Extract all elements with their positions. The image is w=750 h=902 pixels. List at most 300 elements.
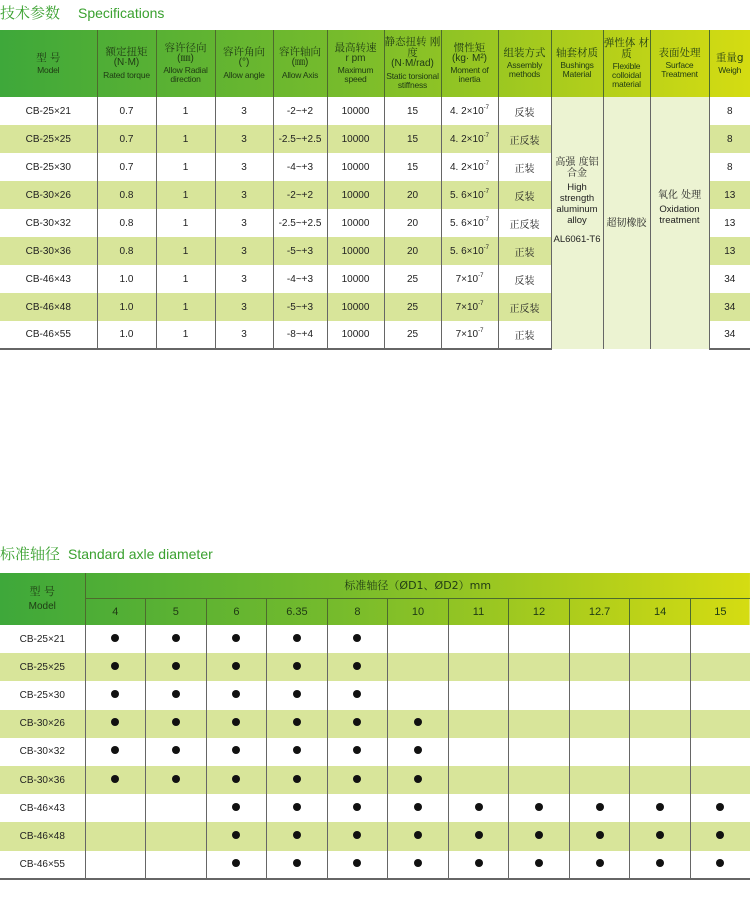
inertia-base: 5. 6×10 (450, 217, 484, 229)
availability-dot-icon (293, 859, 301, 867)
axle-availability-cell (85, 681, 146, 709)
axle-diameter-header-row (0, 598, 750, 625)
spec-cell-weight: 8 (709, 125, 750, 153)
axle-availability-cell (327, 681, 388, 709)
axle-model-cell: CB-25×21 (19, 633, 65, 645)
axle-availability-cell (388, 822, 449, 850)
spec-header-cell (273, 30, 327, 97)
spec-cell-radial: 1 (156, 181, 215, 209)
axle-availability-cell (85, 710, 146, 738)
spec-cell-model: CB-25×30 (25, 161, 71, 173)
availability-dot-icon (475, 859, 483, 867)
specifications-table (0, 30, 750, 350)
spec-cell-torque: 0.8 (97, 209, 156, 237)
spec-cell-speed: 10000 (327, 181, 384, 209)
availability-dot-icon (414, 831, 422, 839)
spec-cell-inertia (441, 321, 498, 349)
availability-dot-icon (414, 859, 422, 867)
spec-cell-axis: -2~+2 (273, 97, 327, 125)
axle-availability-cell (206, 681, 267, 709)
spec-cell-radial: 1 (156, 209, 215, 237)
axle-model-cell: CB-30×26 (0, 710, 85, 738)
axle-availability-cell (690, 738, 750, 766)
inertia-exponent: -7 (483, 216, 489, 223)
spec-cell-inertia (441, 97, 498, 125)
axle-availability-cell (569, 625, 630, 653)
availability-dot-icon (111, 746, 119, 754)
spec-cell-axis: -2~+2 (273, 181, 327, 209)
spec-cell-speed: 10000 (327, 293, 384, 321)
axle-diameter-table (0, 573, 750, 880)
spec-cell-weight: 13 (709, 237, 750, 265)
availability-dot-icon (232, 746, 240, 754)
availability-dot-icon (353, 746, 361, 754)
axle-availability-cell (267, 851, 328, 879)
spec-cell-angle: 3 (215, 153, 273, 181)
axle-availability-cell (85, 851, 146, 879)
spec-header-unit: (kg· M²) (452, 52, 487, 64)
axle-diameter-header: 10 (388, 598, 449, 625)
spec-header-cn: 弹性体 材质 (603, 37, 650, 61)
spec-cell-assembly (498, 97, 551, 125)
spec-cell-speed: 10000 (327, 97, 384, 125)
inertia-exponent: -7 (478, 300, 484, 307)
spec-cell-radial: 1 (156, 97, 215, 125)
axle-availability-cell (509, 681, 570, 709)
spec-cell-stiffness: 25 (384, 265, 441, 293)
availability-dot-icon (353, 859, 361, 867)
spec-cell-stiffness: 15 (384, 97, 441, 125)
axle-availability-cell (690, 794, 750, 822)
axle-row (0, 794, 750, 822)
spec-header-cell (327, 30, 384, 97)
availability-dot-icon (475, 803, 483, 811)
spec-cell-inertia (441, 153, 498, 181)
availability-dot-icon (293, 662, 301, 670)
spec-header-unit: (㎜) (177, 52, 194, 64)
spec-cell-axis: -5~+3 (273, 293, 327, 321)
axle-diameter-header: 15 (690, 598, 750, 625)
axle-availability-cell (509, 653, 570, 681)
axle-availability-cell (388, 738, 449, 766)
axle-model-cell: CB-46×48 (0, 822, 85, 850)
spec-cell-model: CB-25×25 (0, 125, 97, 153)
spec-cell-speed: 10000 (327, 209, 384, 237)
axle-availability-cell (448, 766, 509, 794)
spec-cell-model: CB-25×21 (25, 105, 71, 117)
inertia-base: 4. 2×10 (450, 133, 484, 145)
spec-header-cell (551, 30, 603, 97)
availability-dot-icon (353, 662, 361, 670)
spec-header-cn: 轴套材质 (556, 47, 598, 60)
spec-cell-speed: 10000 (327, 237, 384, 265)
spec-cell-torque: 1.0 (97, 293, 156, 321)
availability-dot-icon (414, 718, 422, 726)
axle-row (0, 738, 750, 766)
axle-diameter-header: 12.7 (569, 598, 630, 625)
inertia-base: 5. 6×10 (450, 189, 484, 201)
axle-availability-cell (509, 625, 570, 653)
axle-availability-cell (267, 738, 328, 766)
axle-availability-cell (146, 794, 207, 822)
axle-availability-cell (630, 738, 691, 766)
surface-treatment-cell (650, 97, 709, 349)
spec-header-cn: 最高转速 (334, 41, 377, 54)
spec-header-en: Allow angle (223, 69, 265, 80)
availability-dot-icon (535, 831, 543, 839)
spec-header-en: Allow Radial direction (163, 65, 208, 85)
spec-header-cn: 容许轴向 (279, 46, 321, 59)
spec-header-en: Bushings Material (560, 60, 594, 79)
specifications-title-en: Specifications (78, 5, 165, 21)
availability-dot-icon (172, 746, 180, 754)
spec-cell-angle: 3 (215, 181, 273, 209)
availability-dot-icon (414, 746, 422, 754)
axle-availability-cell (85, 794, 146, 822)
axle-availability-cell (206, 851, 267, 879)
spec-cell-radial: 1 (156, 153, 215, 181)
spec-header-cn: 重量g (715, 51, 744, 64)
axle-title (0, 543, 213, 564)
axle-availability-cell (388, 625, 449, 653)
assembly-text: 正装 (514, 163, 535, 175)
axle-availability-cell (569, 738, 630, 766)
availability-dot-icon (353, 718, 361, 726)
availability-dot-icon (656, 859, 664, 867)
axle-availability-cell (448, 681, 509, 709)
availability-dot-icon (111, 634, 119, 642)
spec-cell-weight: 34 (709, 265, 750, 293)
axle-availability-cell (327, 738, 388, 766)
axle-availability-cell (327, 766, 388, 794)
axle-availability-cell (85, 625, 146, 653)
axle-header-row-top (0, 573, 750, 598)
axle-availability-cell (267, 710, 328, 738)
spec-cell-model: CB-46×43 (25, 273, 71, 285)
axle-availability-cell (327, 851, 388, 879)
bushing-material-en: High strength aluminum alloy (556, 182, 598, 226)
spec-cell-stiffness: 20 (384, 237, 441, 265)
bushing-material-code: AL6061-T6 (553, 233, 601, 245)
axle-availability-cell (327, 710, 388, 738)
inertia-exponent: -7 (483, 132, 489, 139)
axle-availability-cell (569, 851, 630, 879)
spec-header-cell (215, 30, 273, 97)
spec-cell-radial: 1 (156, 237, 215, 265)
axle-availability-cell (85, 738, 146, 766)
spec-header-en: Surface Treatment (661, 60, 698, 79)
assembly-text: 反装 (514, 191, 535, 203)
spec-cell-radial: 1 (156, 293, 215, 321)
axle-availability-cell (146, 653, 207, 681)
axle-availability-cell (388, 710, 449, 738)
axle-availability-cell (630, 710, 691, 738)
axle-availability-cell (690, 681, 750, 709)
spec-header-cell (709, 30, 750, 97)
availability-dot-icon (596, 859, 604, 867)
availability-dot-icon (293, 803, 301, 811)
axle-availability-cell (690, 653, 750, 681)
spec-cell-weight: 34 (709, 321, 750, 349)
availability-dot-icon (535, 859, 543, 867)
availability-dot-icon (414, 803, 422, 811)
axle-availability-cell (509, 766, 570, 794)
axle-availability-cell (690, 851, 750, 879)
spec-header-en: Maximum speed (337, 65, 374, 85)
axle-availability-cell (206, 653, 267, 681)
inertia-base: 7×10 (455, 329, 479, 340)
axle-availability-cell (569, 794, 630, 822)
axle-availability-cell (327, 794, 388, 822)
axle-availability-cell (206, 625, 267, 653)
axle-availability-cell (630, 625, 691, 653)
inertia-exponent: -7 (483, 188, 489, 195)
axle-availability-cell (267, 653, 328, 681)
axle-availability-cell (509, 710, 570, 738)
spec-cell-torque: 1.0 (97, 265, 156, 293)
axle-availability-cell (448, 653, 509, 681)
axle-title-en: Standard axle diameter (68, 546, 213, 562)
axle-availability-cell (690, 625, 750, 653)
spec-cell-speed: 10000 (327, 153, 384, 181)
spec-header-en: Static torsional stiffness (386, 70, 439, 90)
axle-availability-cell (388, 851, 449, 879)
axle-availability-cell (146, 681, 207, 709)
availability-dot-icon (232, 690, 240, 698)
spec-cell-axis: -2.5~+2.5 (273, 125, 327, 153)
spec-header-unit: (°) (238, 57, 250, 69)
availability-dot-icon (535, 803, 543, 811)
assembly-text: 反装 (514, 107, 535, 119)
spec-cell-weight: 8 (709, 97, 750, 125)
axle-span-header: 标准轴径（ØD1、ØD2）mm (85, 573, 750, 598)
spec-header-cell (650, 30, 709, 97)
spec-header-en: Moment of inertia (450, 65, 489, 85)
spec-cell-speed: 10000 (327, 265, 384, 293)
axle-availability-cell (509, 822, 570, 850)
spec-cell-model: CB-30×26 (0, 181, 97, 209)
specifications-header-row (0, 30, 750, 97)
axle-model-header-cn: 型 号 (29, 585, 56, 599)
availability-dot-icon (353, 634, 361, 642)
inertia-base: 7×10 (455, 301, 479, 313)
spec-header-cell (498, 30, 551, 97)
inertia-exponent: -7 (483, 160, 489, 167)
axle-availability-cell (206, 710, 267, 738)
axle-availability-cell (448, 738, 509, 766)
spec-header-cell (97, 30, 156, 97)
spec-cell-inertia (441, 265, 498, 293)
spec-cell-weight: 13 (709, 181, 750, 209)
axle-availability-cell (448, 851, 509, 879)
axle-availability-cell (146, 822, 207, 850)
spec-header-cn: 容许角向 (223, 46, 265, 59)
availability-dot-icon (232, 662, 240, 670)
availability-dot-icon (414, 775, 422, 783)
axle-availability-cell (448, 625, 509, 653)
spec-cell-axis: -8~+4 (273, 321, 327, 349)
availability-dot-icon (293, 634, 301, 642)
spec-cell-stiffness: 15 (384, 125, 441, 153)
assembly-text: 正反装 (509, 219, 540, 231)
availability-dot-icon (172, 662, 180, 670)
spec-cell-inertia (441, 181, 498, 209)
axle-availability-cell (85, 653, 146, 681)
axle-availability-cell (569, 681, 630, 709)
spec-cell-stiffness: 25 (384, 321, 441, 349)
spec-cell-assembly (498, 293, 551, 321)
axle-availability-cell (569, 822, 630, 850)
spec-cell-model: CB-30×32 (25, 217, 71, 229)
spec-cell-inertia (441, 293, 498, 321)
flexible-material-cn: 超韧橡胶 (606, 217, 647, 229)
flexible-material-cell (603, 97, 650, 349)
spec-cell-speed: 10000 (327, 321, 384, 349)
spec-header-en: Weigh (718, 64, 742, 75)
spec-cell-axis: -2.5~+2.5 (273, 209, 327, 237)
axle-availability-cell (206, 794, 267, 822)
spec-cell-angle: 3 (215, 321, 273, 349)
spec-cell-angle: 3 (215, 125, 273, 153)
inertia-exponent: -7 (483, 104, 489, 111)
axle-model-header-en: Model (28, 600, 56, 612)
availability-dot-icon (353, 690, 361, 698)
spec-cell-inertia (441, 125, 498, 153)
axle-availability-cell (206, 738, 267, 766)
spec-cell-torque: 0.8 (97, 237, 156, 265)
axle-model-cell: CB-46×55 (0, 851, 85, 879)
inertia-exponent: -7 (478, 328, 484, 334)
axle-availability-cell (690, 766, 750, 794)
spec-header-cell (384, 30, 441, 97)
availability-dot-icon (232, 859, 240, 867)
spec-header-cn: 静态扭转 刚度 (384, 36, 441, 60)
spec-cell-torque: 0.7 (97, 97, 156, 125)
availability-dot-icon (656, 803, 664, 811)
availability-dot-icon (293, 690, 301, 698)
spec-cell-assembly (498, 237, 551, 265)
availability-dot-icon (656, 831, 664, 839)
axle-availability-cell (327, 822, 388, 850)
spec-header-cn: 组装方式 (503, 47, 546, 60)
spec-cell-axis: -4~+3 (273, 153, 327, 181)
spec-cell-assembly (498, 321, 551, 349)
availability-dot-icon (172, 718, 180, 726)
axle-availability-cell (509, 738, 570, 766)
availability-dot-icon (353, 831, 361, 839)
surface-treatment-en: Oxidation treatment (659, 204, 700, 226)
axle-availability-cell (569, 766, 630, 794)
spec-cell-model: CB-46×48 (0, 293, 97, 321)
axle-availability-cell (448, 794, 509, 822)
axle-model-header (0, 573, 85, 625)
axle-diameter-header: 4 (85, 598, 146, 625)
spec-cell-angle: 3 (215, 97, 273, 125)
spec-header-en: Assembly methods (506, 60, 543, 79)
spec-header-en: Allow Axis (281, 69, 319, 80)
spec-header-unit: (N·M/rad) (391, 58, 434, 70)
axle-availability-cell (690, 822, 750, 850)
axle-availability-cell (146, 625, 207, 653)
axle-diameter-header: 12 (509, 598, 570, 625)
inertia-exponent: -7 (483, 244, 489, 251)
axle-availability-cell (388, 681, 449, 709)
spec-cell-stiffness: 15 (384, 153, 441, 181)
axle-availability-cell (569, 653, 630, 681)
spec-cell-assembly (498, 125, 551, 153)
inertia-base: 7×10 (455, 273, 479, 285)
spec-cell-assembly (498, 153, 551, 181)
spec-header-unit: (N·M) (113, 57, 140, 69)
spec-cell-torque: 0.8 (97, 181, 156, 209)
spec-cell-weight: 8 (709, 153, 750, 181)
spec-cell-assembly (498, 265, 551, 293)
axle-diameter-header: 14 (630, 598, 691, 625)
axle-row (0, 822, 750, 850)
availability-dot-icon (716, 859, 724, 867)
axle-availability-cell (85, 766, 146, 794)
availability-dot-icon (716, 803, 724, 811)
spec-cell-angle: 3 (215, 265, 273, 293)
spec-cell-radial: 1 (156, 125, 215, 153)
spec-header-cn: 表面处理 (658, 47, 701, 60)
spec-cell-radial: 1 (156, 265, 215, 293)
inertia-exponent: -7 (478, 272, 484, 279)
spec-cell-stiffness: 20 (384, 181, 441, 209)
spec-cell-angle: 3 (215, 209, 273, 237)
inertia-base: 4. 2×10 (450, 161, 484, 173)
axle-diameter-header: 11 (448, 598, 509, 625)
axle-title-cn: 标准轴径 (0, 545, 61, 563)
availability-dot-icon (716, 831, 724, 839)
availability-dot-icon (293, 746, 301, 754)
axle-availability-cell (448, 710, 509, 738)
axle-diameter-header: 6.35 (267, 598, 328, 625)
specifications-title (0, 2, 164, 23)
axle-row (0, 710, 750, 738)
axle-availability-cell (267, 794, 328, 822)
spec-cell-assembly (498, 209, 551, 237)
axle-row (0, 851, 750, 879)
availability-dot-icon (111, 775, 119, 783)
spec-cell-speed: 10000 (327, 125, 384, 153)
spec-header-cn: 容许径向 (164, 41, 207, 54)
spec-row (0, 97, 750, 125)
axle-availability-cell (267, 625, 328, 653)
inertia-base: 5. 6×10 (450, 245, 484, 257)
axle-model-cell: CB-25×25 (0, 653, 85, 681)
axle-availability-cell (509, 851, 570, 879)
spec-cell-stiffness: 25 (384, 293, 441, 321)
spec-cell-weight: 34 (709, 293, 750, 321)
axle-availability-cell (630, 822, 691, 850)
axle-availability-cell (630, 794, 691, 822)
availability-dot-icon (232, 718, 240, 726)
availability-dot-icon (111, 662, 119, 670)
spec-cell-radial: 1 (156, 321, 215, 349)
spec-header-cn: 型 号 (36, 51, 61, 64)
spec-cell-inertia (441, 209, 498, 237)
spec-cell-stiffness: 20 (384, 209, 441, 237)
availability-dot-icon (232, 831, 240, 839)
axle-diameter-header: 6 (206, 598, 267, 625)
assembly-text: 反装 (514, 275, 535, 287)
axle-availability-cell (388, 653, 449, 681)
spec-header-cell (603, 30, 650, 97)
availability-dot-icon (353, 803, 361, 811)
assembly-text: 正反装 (509, 135, 540, 147)
axle-availability-cell (146, 710, 207, 738)
